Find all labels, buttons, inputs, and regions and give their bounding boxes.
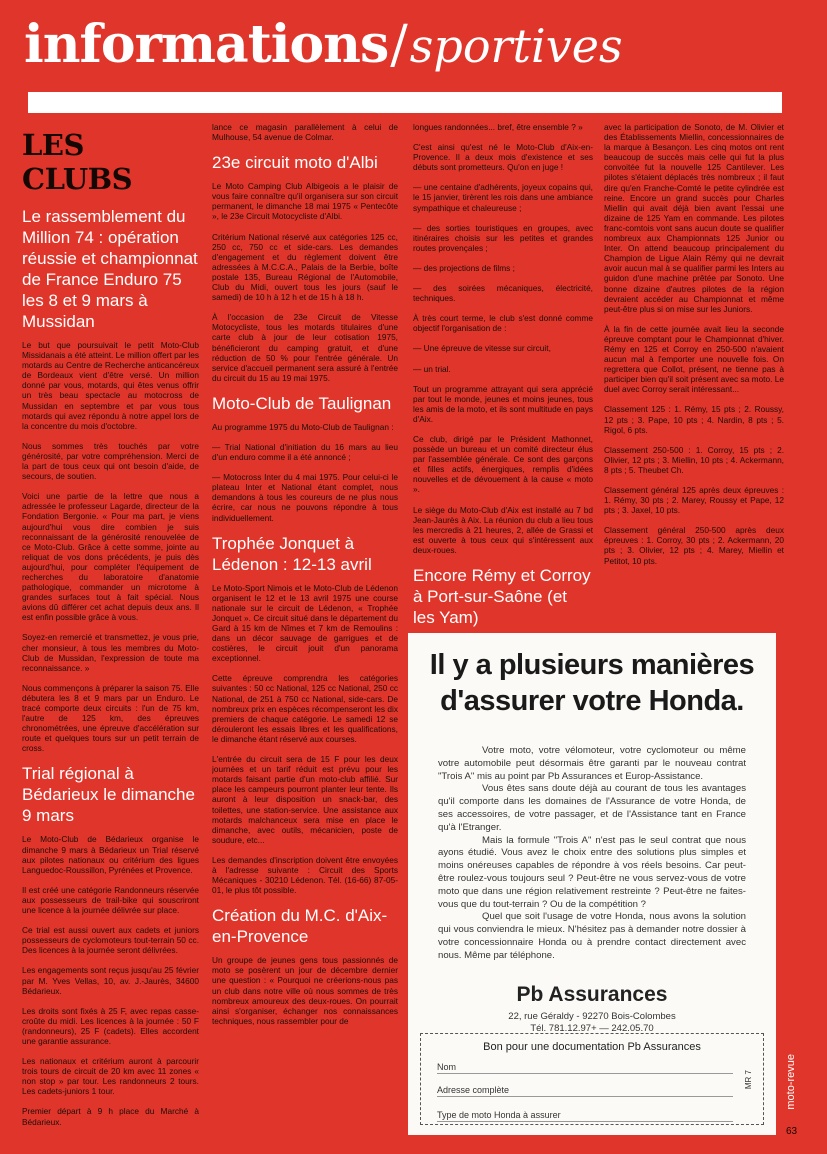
paragraph: — des sorties touristiques en groupes, avec itinéraires choisis sur les petites et grandes routes provençales ; xyxy=(413,222,593,253)
paragraph: longues randonnées... bref, être ensemble ? » xyxy=(413,122,583,132)
paragraph: C'est ainsi qu'est né le Moto-Club d'Aix-en-Provence. Il a deux mois d'existence et ses débuts sont prometteurs. Qu'on en juge ! xyxy=(413,142,593,173)
paragraph: Critérium National réservé aux catégories 125 cc, 250 cc, 750 cc et side-cars. Les demandes d'engagement et du règlement doivent être adressées à M.C.C.A., Palais de la Berbie, boîte postale 135, Bureau Régional de l'Automobile, Club du Midi, ouvert tous les jours (sauf le samedi) de 10 h à 12 h et de 15 h à 18 h. xyxy=(212,231,398,303)
paragraph: À l'occasion de 23e Circuit de Vitesse Motocycliste, tous les motards titulaires d'une carte club à jour de leur cotisation 1975, bénéficieront du camping gratuit, et d'une réduction de 50 % pour l'entrée générale. Un service d'accueil permanent sera assuré à l'entrée du circuit du 15 au 19 mai 1975. xyxy=(212,312,398,383)
paragraph: Les nationaux et critérium auront à parcourir trois tours de circuit de 20 km avec 11 zones « non stop » par tour. Les randonneurs 2 tours. Les cadets-juniors 1 tour. xyxy=(22,1056,199,1097)
paragraph: Nous commençons à préparer la saison 75. Elle débutera les 8 et 9 mars par un Enduro. Le tracé comporte deux circuits : l'un de 75 km, l'autre de 125 km, des épreuves chronométrées, une épreuve d'accélération sur route et quelques tours sur un petit terrain de cross. xyxy=(22,682,199,754)
header-rule xyxy=(28,92,782,113)
paragraph: Nous sommes très touchés par votre générosité, par votre compréhension. Merci de la part de tous ceux qui ont besoin d'aide, de secours, de soutien. xyxy=(22,440,199,482)
coupon-field-label: Adresse complète xyxy=(437,1085,510,1095)
coupon-field-label: Nom xyxy=(437,1062,457,1072)
page-header xyxy=(24,14,623,84)
title-separator: / xyxy=(390,15,408,75)
paragraph: — une centaine d'adhérents, joyeux copains qui, le 15 janvier, tirèrent les rois dans une ambiance sympathique et chaleureuse ; xyxy=(413,182,593,213)
page-title: informations xyxy=(24,14,389,75)
paragraph: L'entrée du circuit sera de 15 F pour les deux journées et un tarif réduit est prévu pour les motards faisant partie d'un moto-club affilié. Sur place les campeurs pourront planter leur tente. Ils auront à leur disposition un snack-bar, des toilettes, une station-service. Une assistance aux motards malchanceux sera mise en place le dimanche, avec outils, mécanicien, poste de soudure, etc... xyxy=(212,754,398,845)
coupon-field-label: Type de moto Honda à assurer xyxy=(437,1110,561,1120)
results-general-125: Classement général 125 après deux épreuves : 1. Rémy, 30 pts ; 2. Marey, Roussy et Pape, 12 pts ; 3. Jaxel, 10 pts. xyxy=(604,485,784,516)
paragraph: Tout un programme attrayant qui sera apprécié par tout le monde, jeunes et moins jeunes, tous les amis de la moto, et ils sont multitude en pays d'Aix. xyxy=(413,383,593,424)
paragraph: À très court terme, le club s'est donné comme objectif l'organisation de : xyxy=(413,313,593,334)
paragraph: Au programme 1975 du Moto-Club de Taulignan : xyxy=(212,421,394,432)
paragraph: Les engagements sont reçus jusqu'au 25 février par M. Yves Vellas, 10, av. J.-Jaurès, 34600 Bédarieux. xyxy=(22,965,199,996)
paragraph: lance ce magasin parallèlement à celui de Mulhouse, 54 avenue de Colmar. xyxy=(212,122,398,143)
paragraph: Voici une partie de la lettre que nous a adressée le professeur Lagarde, directeur de la Fondation Bergonie. « Pour ma part, je viens aujourd'hui vous dire combien je suis reconnaissant de la générosité renouvelée de ce Moto-Club. Grâce à cette somme, jointe au reliquat de vos dons précédents, je puis dès aujourd'hui, pour compléter l'équipement de recherches du laboratoire d'anatomie pathologique, commander un microtome à grandes surfaces tout à fait spécial. Nous avions dû différer cet achat depuis deux ans. Il est enfin possible grâce à vous. xyxy=(22,491,199,623)
paragraph: Le siège du Moto-Club d'Aix est installé au 7 bd Jean-Jaurès à Aix. La réunion du club a lieu tous les mercredis à 21 heures, 2, allée de Grassi et est ouverte à tous ceux qui s'intéressent aux deux-roues. xyxy=(413,504,593,555)
paragraph: Les droits sont fixés à 25 F, avec repas casse-croûte du midi. Les licences à la journée : 50 F (randonneurs), 25 F (cadets). Elles accordent une garantie assurance. xyxy=(22,1005,199,1046)
article-body-albi xyxy=(212,181,398,383)
article-body-taulignan xyxy=(212,422,398,523)
ad-headline xyxy=(416,647,768,719)
article-body-mussidan xyxy=(22,340,199,753)
column-4 xyxy=(604,122,784,627)
page-number: 63 xyxy=(786,1126,798,1137)
ad-address-street: 22, rue Géraldy - 92270 Bois-Colombes xyxy=(508,1010,676,1022)
coupon-title: Bon pour une documentation Pb Assurances xyxy=(483,1041,701,1053)
article-headline-port-sur-saone: Encore Rémy et Corroy à Port-sur-Saône (et les Yam) xyxy=(413,566,591,627)
article-headline-mussidan: Le rassemblement du Million 74 : opération réussie et championnat de France Enduro 75 les 8 et 9 mars à Mussidan xyxy=(22,207,198,331)
coupon-address-field[interactable] xyxy=(437,1084,733,1097)
ad-paragraph: Votre moto, votre vélomoteur, votre cyclomoteur ou même votre automobile peut désormais être garanti par le nouveau contrat "Trois A" mis au point par Pb Assurances et Europ-Assistance. xyxy=(438,745,746,782)
paragraph: Un groupe de jeunes gens tous passionnés de moto se posèrent un jour de décembre dernier une question : « Pourquoi ne créerions-nous pas un club dans notre ville où nous sommes de très nombreux amoureux des deux-roues. On pourrait ainsi s'organiser, échanger nos connaissances techniques, nous rassembler pour de xyxy=(212,955,398,1026)
section-title: LES CLUBS xyxy=(22,128,133,196)
paragraph: Ce trial est aussi ouvert aux cadets et juniors possesseurs de cyclomoteurs tout-terrain 50 cc. Des licences à la journée seront délivrées. xyxy=(22,925,199,956)
paragraph: — des soirées mécaniques, électricité, techniques. xyxy=(413,283,593,304)
honda-insurance-ad xyxy=(408,633,776,1135)
article-body-aix-continued xyxy=(413,122,593,555)
column-3 xyxy=(413,122,593,627)
article-headline-taulignan: Moto-Club de Taulignan xyxy=(212,393,392,413)
article-headline-albi: 23e circuit moto d'Albi xyxy=(212,153,378,173)
article-body-aix xyxy=(212,955,398,1026)
column-2 xyxy=(212,122,398,1137)
results-125: Classement 125 : 1. Rémy, 15 pts ; 2. Roussy, 12 pts ; 3. Pape, 10 pts ; 4. Nardin, 8 pts ; 5. Rigol, 6 pts. xyxy=(604,404,784,435)
ad-headline-line-2: d'assurer votre Honda. xyxy=(440,685,744,717)
column-1 xyxy=(22,122,199,1137)
paragraph: Soyez-en remercié et transmettez, je vous prie, cher monsieur, à tous les membres du Moto-Club de Mussidan, l'expression de toute ma reconnaissance. » xyxy=(22,632,199,673)
paragraph: Les demandes d'inscription doivent être envoyées à l'adresse suivante : Circuit des Sports Mécaniques - 30210 Lédenon. Tél. (16-66) 87-05-01, le plus tôt possible. xyxy=(212,854,398,896)
results-250-500: Classement 250-500 : 1. Corroy, 15 pts ; 2. Olivier, 12 pts ; 3. Miellin, 10 pts ; 4. Ackermann, 8 pts ; 5. Theubet Ch. xyxy=(604,444,784,475)
article-headline-ledenon: Trophée Jonquet à Lédenon : 12-13 avril xyxy=(212,533,372,574)
article-headline-bedarieux: Trial régional à Bédarieux le dimanche 9 mars xyxy=(22,764,195,826)
paragraph: Cette épreuve comprendra les catégories suivantes : 50 cc National, 125 cc National, 250 cc National, de 251 à 750 cc National, side-cars. De nombreux prix en espèces récompenseront les dix premiers de chaque catégorie. Le samedi 12 se dérouleront les essais libres et les qualifications, le dimanche étant réservé aux courses. xyxy=(212,673,398,744)
results-general-250-500: Classement général 250-500 après deux épreuves : 1. Corroy, 30 pts ; 2. Ackermann, 20 pts ; 3. Olivier, 12 pts ; 4. Marey, Miellin et Petitot, 10 pts. xyxy=(604,525,784,566)
coupon-name-field[interactable] xyxy=(437,1061,733,1074)
magazine-name: moto-revue xyxy=(785,1054,797,1110)
ad-brand-logo: Pb Assurances xyxy=(516,982,668,1006)
article-body-bedarieux xyxy=(22,834,199,1137)
coupon-moto-type-field[interactable] xyxy=(437,1109,733,1122)
paragraph: Il est créé une catégorie Randonneurs réservée aux possesseurs de trail-bike qui souscriront une licence à la journée délivrée sur place. xyxy=(22,884,199,916)
paragraph: — Motocross Inter du 4 mai 1975. Pour celui-ci le plateau Inter et National étant complet, nous demandons à tous les coureurs de ne plus nous écrire, car nous ne pouvons répondre à tous individuellement. xyxy=(212,472,398,523)
paragraph: Le Moto-Sport Nimois et le Moto-Club de Lédenon organisent le 12 et le 13 avril 1975 une course nationale sur le circuit de Lédenon, « Trophée Jonquet ». Ce circuit situé dans le département du Gard à 15 km de Nîmes et 7 km de Remoulins : dans un décor sauvage de garrigues et de costières, le circuit jouit d'un panorama exceptionnel. xyxy=(212,582,398,664)
ad-address xyxy=(408,1011,776,1035)
paragraph: Ce club, dirigé par le Président Mathonnet, possède un bureau et un comité directeur élus par l'assemblée générale. Ce sont des garçons et filles actifs, énergiques, remplis d'idées nouvelles et de dévouement à la cause « moto ». xyxy=(413,433,593,495)
paragraph: Premier départ à 9 h place du Marché à Bédarieux. xyxy=(22,1106,199,1127)
article-body-ledenon xyxy=(212,583,398,896)
paragraph: — Une épreuve de vitesse sur circuit, xyxy=(413,343,551,354)
ad-address-phone: Tél. 781.12.97+ — 242.05.70 xyxy=(530,1022,654,1034)
ad-paragraph: Mais la formule "Trois A" n'est pas le seul contrat que nous ayons étudié. Vous avez le choix entre des solutions plus simples et moins onéreuses capables de répondre à vos réels besoins. Car peut-être roulez-vous toujours seul ? Peut-être ne vous servez-vous de votre moto que dans une région relativement restreinte ? Peut-être ne faites-vous que du tout-terrain ? Ou de la compétition ? xyxy=(438,834,746,910)
paragraph: — Trial National d'initiation du 16 mars au lieu d'un enduro comme il a été annoncé ; xyxy=(212,441,398,463)
paragraph: — des projections de films ; xyxy=(413,262,515,273)
paragraph: Le Moto Camping Club Albigeois a le plaisir de vous faire connaître qu'il organisera sur son circuit permanent, le dimanche 18 mai 1975 « Pentecôte », le 23e Circuit Motocycliste d'Albi. xyxy=(212,181,398,222)
paragraph: Le but que poursuivait le petit Moto-Club Missidanais a été atteint. Le million offert par les motards au Centre de Recherche anticancéreux de Bordeaux vient d'être versé. Un million donné par vous, motards, qui êtes venus offrir un très beau spectacle au motocross de Mussidan en septembre et par vous tous motards qui avez répondu à notre appel lors de la concentre du mois d'octobre. xyxy=(22,340,199,431)
paragraph: avec la participation de Sonoto, de M. Olivier et des Établissements Miellin, concessionnaires de la marque à Besançon. Les cinq motos ont rent beaucoup de succès mais celle qui fut la plus convoitée fut la nouvelle 125 Cantilever. Les pilotes s'étaient déplacés très nombreux ; il faut dire qu'en Franche-Comté le petite cylindrée est reine. Encore un grand succès pour Charles Miellin qui avait déjà bien avant l'essai une dizaine de 125 Yam en commande. Les pilotes franc-comtois vont sans aucun doute se qualifier nombreux aux Championnats 125 Junior ou Inter. On attend beaucoup principalement du Champion de Ligue Alain Rémy qui ne devrait avoir aucun mal à se qualifier parmi les Inters au guidon d'une machine prêtée par Sonoto. Une bonne dizaine d'autres pilotes de la région devraient accéder au Championnat et même peut-être plus si on mise sur les Juniors. xyxy=(604,122,784,314)
documentation-coupon xyxy=(420,1033,764,1125)
paragraph: Le Moto-Club de Bédarieux organise le dimanche 9 mars à Bédarieux un Trial réservé aux pilotes nationaux ou critérium des ligues Languedoc-Roussillon, Pyrénées et Provence. xyxy=(22,834,199,875)
ad-paragraph: Vous êtes sans doute déjà au courant de tous les avantages qu'il comporte dans les domaines de l'Assurance de votre Honda, de ses accessoires, de votre passager, et de l'Assistance tant en France qu'à l'Etranger. xyxy=(438,783,746,833)
ad-paragraph: Quel que soit l'usage de votre Honda, nous avons la solution qui vous conviendra le mieux. N'hésitez pas à demander notre dossier à votre concessionnaire Honda ou à prendre contact directement avec nous. Même par téléphone. xyxy=(438,911,746,961)
paragraph: À la fin de cette journée avait lieu la seconde épreuve comptant pour le Championnat d'hiver. Rémy en 125 et Corroy en 250-500 n'avaient aucun mal à l'emporter une nouvelle fois. On regrettera que Collot, présent, ne tienne pas à participer bien qu'il soit présent avec sa moto. Le duel avec Corroy serait intéressant... xyxy=(604,323,784,395)
ad-body xyxy=(438,745,746,963)
ad-headline-line-1: Il y a plusieurs manières xyxy=(429,649,755,681)
article-headline-aix: Création du M.C. d'Aix-en-Provence xyxy=(212,906,388,947)
paragraph: — un trial. xyxy=(413,363,451,374)
page-subtitle: sportives xyxy=(409,19,623,73)
coupon-code: MR 7 xyxy=(744,1070,753,1090)
